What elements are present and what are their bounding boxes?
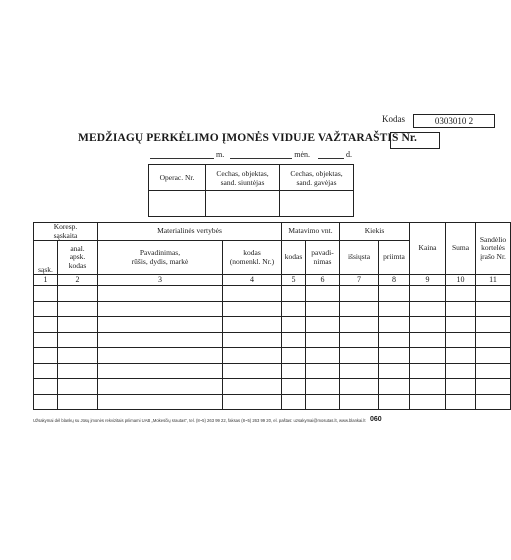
table-cell[interactable] xyxy=(410,394,446,410)
table-cell[interactable] xyxy=(282,379,306,395)
table-cell[interactable] xyxy=(58,301,98,317)
column-number: 5 xyxy=(282,275,306,286)
table-cell[interactable] xyxy=(410,348,446,364)
table-cell[interactable] xyxy=(446,379,476,395)
table-cell[interactable] xyxy=(58,363,98,379)
table-cell[interactable] xyxy=(379,286,410,302)
table-cell[interactable] xyxy=(34,394,58,410)
operation-no-cell[interactable] xyxy=(149,191,206,217)
table-cell[interactable] xyxy=(98,394,223,410)
table-cell[interactable] xyxy=(98,348,223,364)
table-cell[interactable] xyxy=(306,379,340,395)
table-cell[interactable] xyxy=(340,363,379,379)
table-cell[interactable] xyxy=(410,363,446,379)
table-cell[interactable] xyxy=(340,301,379,317)
table-cell[interactable] xyxy=(446,394,476,410)
column-number: 4 xyxy=(223,275,282,286)
table-cell[interactable] xyxy=(410,286,446,302)
table-cell[interactable] xyxy=(476,363,511,379)
nomenclature-code-subheader: kodas (nomenkl. Nr.) xyxy=(223,241,282,275)
code-label: Kodas xyxy=(382,114,405,124)
name-subheader: Pavadinimas, rūšis, dydis, markė xyxy=(98,241,223,275)
table-cell[interactable] xyxy=(282,348,306,364)
table-cell[interactable] xyxy=(58,286,98,302)
table-cell[interactable] xyxy=(98,317,223,333)
table-cell[interactable] xyxy=(223,394,282,410)
table-cell[interactable] xyxy=(340,394,379,410)
table-cell[interactable] xyxy=(306,348,340,364)
table-cell[interactable] xyxy=(340,317,379,333)
unit-code-subheader: kodas xyxy=(282,241,306,275)
material-values-header: Materialinės vertybės xyxy=(98,223,282,241)
table-cell[interactable] xyxy=(379,348,410,364)
unit-name-subheader: pavadi- nimas xyxy=(306,241,340,275)
table-cell[interactable] xyxy=(98,332,223,348)
table-cell[interactable] xyxy=(379,394,410,410)
column-number-row xyxy=(34,275,511,286)
table-cell[interactable] xyxy=(306,317,340,333)
table-cell[interactable] xyxy=(58,348,98,364)
table-row xyxy=(34,348,511,364)
column-number: 7 xyxy=(340,275,379,286)
table-row xyxy=(34,363,511,379)
operation-no-header: Operac. Nr. xyxy=(149,165,206,191)
table-body xyxy=(34,286,511,410)
table-cell[interactable] xyxy=(223,348,282,364)
operation-table xyxy=(148,164,354,217)
table-cell[interactable] xyxy=(34,286,58,302)
table-cell[interactable] xyxy=(476,301,511,317)
sender-header: Cechas, objektas, sand. siuntėjas xyxy=(206,165,280,191)
table-cell[interactable] xyxy=(379,379,410,395)
table-cell[interactable] xyxy=(446,348,476,364)
form-title: MEDŽIAGŲ PERKĖLIMO ĮMONĖS VIDUJE VAŽTARAŠTIS Nr. xyxy=(78,132,418,144)
table-cell[interactable] xyxy=(410,317,446,333)
table-cell[interactable] xyxy=(282,317,306,333)
analytic-code-subheader: anal. apsk. kodas xyxy=(58,241,98,275)
table-cell[interactable] xyxy=(223,363,282,379)
column-number: 11 xyxy=(476,275,511,286)
table-cell[interactable] xyxy=(379,301,410,317)
table-cell[interactable] xyxy=(446,317,476,333)
column-number: 10 xyxy=(446,275,476,286)
table-cell[interactable] xyxy=(446,363,476,379)
table-cell[interactable] xyxy=(282,286,306,302)
table-cell[interactable] xyxy=(340,348,379,364)
month-suffix: mėn. xyxy=(294,150,311,159)
sum-header: Suma xyxy=(446,223,476,275)
table-cell[interactable] xyxy=(446,286,476,302)
printer-note: Užsakymai dėl blankų su Jūsų įmonės rekvizitais priimami UAB „Mokesčių srautas", tel. (8~5) 263 99 22, faksas (8~5) 263 99 20, el. paštas: uzsakymai@mosutas.lt, www.blankai.lt xyxy=(33,418,366,423)
table-cell[interactable] xyxy=(223,286,282,302)
table-cell[interactable] xyxy=(58,379,98,395)
table-row xyxy=(34,379,511,395)
table-cell[interactable] xyxy=(34,379,58,395)
table-cell[interactable] xyxy=(306,332,340,348)
table-cell[interactable] xyxy=(306,363,340,379)
table-cell[interactable] xyxy=(98,379,223,395)
table-cell[interactable] xyxy=(379,317,410,333)
column-number: 6 xyxy=(306,275,340,286)
table-cell[interactable] xyxy=(223,317,282,333)
day-suffix: d. xyxy=(346,150,353,159)
table-cell[interactable] xyxy=(379,363,410,379)
date-line xyxy=(150,150,352,159)
table-cell[interactable] xyxy=(306,301,340,317)
table-cell[interactable] xyxy=(379,332,410,348)
month-field[interactable] xyxy=(230,150,292,159)
account-subheader: sąsk. xyxy=(34,241,58,275)
table-cell[interactable] xyxy=(98,286,223,302)
column-number: 1 xyxy=(34,275,58,286)
table-cell[interactable] xyxy=(340,286,379,302)
table-cell[interactable] xyxy=(34,363,58,379)
table-cell[interactable] xyxy=(282,332,306,348)
table-cell[interactable] xyxy=(98,301,223,317)
year-field[interactable] xyxy=(150,150,214,159)
table-cell[interactable] xyxy=(476,332,511,348)
sender-cell[interactable] xyxy=(206,191,280,217)
received-subheader: priimta xyxy=(379,241,410,275)
table-cell[interactable] xyxy=(98,363,223,379)
table-cell[interactable] xyxy=(476,379,511,395)
table-cell[interactable] xyxy=(410,379,446,395)
column-number: 8 xyxy=(379,275,410,286)
column-number: 9 xyxy=(410,275,446,286)
table-cell[interactable] xyxy=(34,348,58,364)
table-cell[interactable] xyxy=(223,332,282,348)
table-cell[interactable] xyxy=(58,317,98,333)
table-cell[interactable] xyxy=(476,394,511,410)
table-row xyxy=(34,394,511,410)
number-box[interactable] xyxy=(390,132,440,149)
code-box: 0303010 2 xyxy=(413,114,495,128)
table-cell[interactable] xyxy=(306,286,340,302)
table-cell[interactable] xyxy=(34,332,58,348)
correspondent-account-header: Koresp. sąskaita xyxy=(34,223,98,241)
materials-table xyxy=(33,222,511,410)
table-cell[interactable] xyxy=(340,379,379,395)
table-row xyxy=(34,317,511,333)
table-cell[interactable] xyxy=(58,332,98,348)
table-cell[interactable] xyxy=(58,394,98,410)
table-cell[interactable] xyxy=(446,332,476,348)
table-cell[interactable] xyxy=(223,301,282,317)
warehouse-card-header: Sandėlio kortelės įrašo Nr. xyxy=(476,223,511,275)
unit-of-measure-header: Matavimo vnt. xyxy=(282,223,340,241)
quantity-header: Kiekis xyxy=(340,223,410,241)
table-row xyxy=(34,286,511,302)
year-suffix: m. xyxy=(216,150,225,159)
receiver-cell[interactable] xyxy=(280,191,354,217)
table-cell[interactable] xyxy=(282,394,306,410)
column-number: 3 xyxy=(98,275,223,286)
table-cell[interactable] xyxy=(410,332,446,348)
table-cell[interactable] xyxy=(34,301,58,317)
table-cell[interactable] xyxy=(446,301,476,317)
table-row xyxy=(34,301,511,317)
table-cell[interactable] xyxy=(410,301,446,317)
column-number: 2 xyxy=(58,275,98,286)
day-field[interactable] xyxy=(318,150,344,159)
table-cell[interactable] xyxy=(282,301,306,317)
table-cell[interactable] xyxy=(340,332,379,348)
price-header: Kaina xyxy=(410,223,446,275)
table-cell[interactable] xyxy=(476,286,511,302)
table-cell[interactable] xyxy=(476,348,511,364)
table-cell[interactable] xyxy=(306,394,340,410)
table-cell[interactable] xyxy=(476,317,511,333)
table-cell[interactable] xyxy=(282,363,306,379)
receiver-header: Cechas, objektas, sand. gavėjas xyxy=(280,165,354,191)
form-number: 060 xyxy=(370,416,382,423)
sent-subheader: išsiųsta xyxy=(340,241,379,275)
table-row xyxy=(34,332,511,348)
table-cell[interactable] xyxy=(34,317,58,333)
table-cell[interactable] xyxy=(223,379,282,395)
